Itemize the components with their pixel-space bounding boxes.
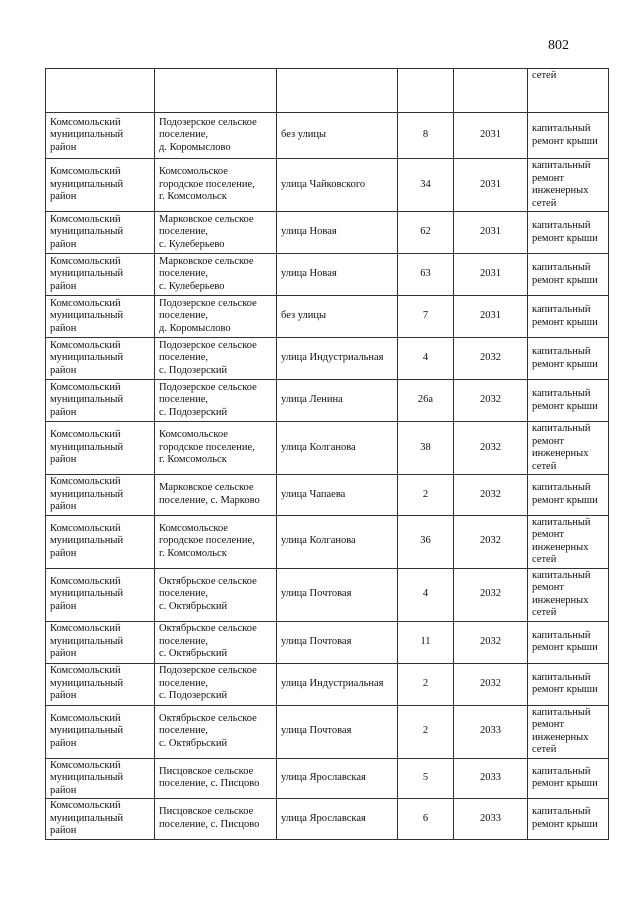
work-type-cell-line: капитальный: [532, 388, 591, 399]
district-cell-line: муниципальный: [50, 226, 124, 238]
house-number-cell: 26а: [398, 380, 454, 422]
work-type-cell-line: ремонт: [532, 719, 565, 730]
table-row: [46, 663, 609, 705]
settlement-cell: [155, 422, 277, 475]
work-type-cell-line: ремонт: [532, 172, 565, 184]
district-cell-line: муниципальный: [50, 394, 124, 406]
table-row: [46, 758, 609, 799]
district-cell-line: муниципальный: [50, 588, 124, 600]
year-cell: 2031: [454, 113, 528, 159]
district-cell-line: муниципальный: [50, 535, 124, 547]
settlement-cell-line: г. Комсомольск: [159, 547, 227, 559]
district-cell-line: район: [50, 737, 77, 749]
work-type-cell-line: ремонт крыши: [532, 358, 598, 370]
work-type-cell: [528, 758, 609, 799]
district-cell-line: район: [50, 547, 77, 559]
settlement-cell-line: Марковское сельское: [159, 482, 254, 494]
district-cell-line: Комсомольский: [50, 213, 121, 225]
house-number-cell: 38: [398, 422, 454, 475]
district-cell-line: Комсомольский: [50, 381, 121, 393]
settlement-cell-line: г. Комсомольск: [159, 454, 227, 466]
district-cell: [46, 705, 155, 758]
street-cell: улица Ярославская: [277, 799, 398, 840]
district-cell-line: муниципальный: [50, 772, 124, 783]
house-number-cell: 34: [398, 159, 454, 212]
settlement-cell-line: Подозерское сельское: [159, 297, 257, 309]
work-type-cell-line: инженерных: [532, 541, 589, 553]
street-cell: улица Новая: [277, 254, 398, 296]
table-row: [46, 159, 609, 212]
district-cell-line: район: [50, 600, 77, 612]
district-cell: [46, 568, 155, 621]
settlement-cell: [155, 475, 277, 516]
house-number-cell: 4: [398, 338, 454, 380]
district-cell: [46, 663, 155, 705]
settlement-cell: [155, 568, 277, 621]
district-cell-line: район: [50, 825, 77, 836]
year-cell: [454, 69, 528, 113]
settlement-cell-line: Марковское сельское: [159, 213, 254, 225]
street-cell: улица Ленина: [277, 380, 398, 422]
house-number-cell: 7: [398, 296, 454, 338]
work-type-cell-line: капитальный: [532, 482, 591, 494]
work-type-cell-line: инженерных: [532, 448, 589, 459]
settlement-cell-line: Подозерское сельское: [159, 116, 257, 128]
settlement-cell: [155, 159, 277, 212]
district-cell-line: район: [50, 406, 77, 418]
district-cell-line: муниципальный: [50, 812, 124, 824]
district-cell-line: муниципальный: [50, 129, 124, 141]
work-type-cell-line: капитальный: [532, 629, 591, 641]
district-cell-line: район: [50, 648, 77, 660]
year-cell: 2032: [454, 422, 528, 475]
settlement-cell-line: Комсомольское: [159, 522, 228, 534]
work-type-cell: [528, 159, 609, 212]
year-cell: 2031: [454, 212, 528, 254]
work-type-cell-line: ремонт крыши: [532, 684, 598, 695]
house-number-cell: 62: [398, 212, 454, 254]
district-cell-line: Комсомольский: [50, 575, 121, 587]
settlement-cell: [155, 254, 277, 296]
work-type-cell: [528, 663, 609, 705]
settlement-cell-line: городское поселение,: [159, 178, 255, 190]
work-type-cell-line: капитальный: [532, 569, 591, 581]
settlement-cell-line: поселение,: [159, 129, 209, 141]
table-row: [46, 113, 609, 159]
settlement-cell-line: Октябрьское сельское: [159, 623, 257, 635]
work-type-cell-line: инженерных: [532, 185, 589, 196]
settlement-cell-line: Писцовское сельское: [159, 806, 254, 818]
settlement-cell-line: д. Коромыслово: [159, 322, 231, 334]
settlement-cell-line: Комсомольское: [159, 429, 228, 441]
district-cell-line: Комсомольский: [50, 522, 121, 534]
table-row: [46, 515, 609, 568]
settlement-cell-line: с. Подозерский: [159, 690, 228, 702]
district-cell-line: Комсомольский: [50, 623, 121, 635]
district-cell: [46, 338, 155, 380]
house-number-cell: 11: [398, 621, 454, 663]
settlement-cell-line: поселение, с. Писцово: [159, 778, 260, 790]
street-cell: улица Ярославская: [277, 758, 398, 799]
table-row: [46, 254, 609, 296]
work-type-cell: [528, 254, 609, 296]
district-cell-line: Комсомольский: [50, 297, 121, 309]
work-type-cell-line: ремонт крыши: [532, 274, 598, 286]
year-cell: 2032: [454, 338, 528, 380]
street-cell: улица Индустриальная: [277, 338, 398, 380]
settlement-cell-line: Октябрьское сельское: [159, 575, 257, 587]
year-cell: 2032: [454, 380, 528, 422]
settlement-cell-line: поселение,: [159, 310, 209, 322]
work-type-cell-line: капитальный: [532, 262, 591, 273]
district-cell-line: район: [50, 364, 77, 376]
street-cell: [277, 69, 398, 113]
settlement-cell: [155, 663, 277, 705]
work-type-cell: [528, 296, 609, 338]
year-cell: 2031: [454, 254, 528, 296]
house-number-cell: 8: [398, 113, 454, 159]
settlement-cell: [155, 380, 277, 422]
work-type-cell-line: капитальный: [532, 123, 591, 134]
house-number-cell: 4: [398, 568, 454, 621]
district-cell-line: район: [50, 322, 77, 334]
work-type-cell-line: капитальный: [532, 304, 591, 315]
house-number-cell: 2: [398, 663, 454, 705]
house-number-cell: 2: [398, 705, 454, 758]
year-cell: 2032: [454, 568, 528, 621]
district-cell-line: Комсомольский: [50, 476, 121, 487]
work-type-cell-line: капитальный: [532, 220, 591, 231]
table-row: [46, 296, 609, 338]
settlement-cell-line: поселение,: [159, 677, 209, 689]
district-cell: [46, 621, 155, 663]
district-cell-line: Комсомольский: [50, 759, 121, 771]
district-cell-line: муниципальный: [50, 725, 124, 737]
settlement-cell-line: Октябрьское сельское: [159, 712, 257, 724]
work-type-cell: [528, 568, 609, 621]
year-cell: 2033: [454, 705, 528, 758]
work-type-cell-line: ремонт: [532, 435, 565, 447]
street-cell: улица Новая: [277, 212, 398, 254]
street-cell: улица Чапаева: [277, 475, 398, 516]
settlement-cell-line: поселение, с. Марково: [159, 494, 260, 506]
district-cell-line: Комсомольский: [50, 166, 121, 178]
work-type-cell-line: капитальный: [532, 160, 591, 171]
work-type-cell-line: ремонт крыши: [532, 232, 598, 244]
district-cell-line: район: [50, 141, 77, 153]
work-type-cell-line: сетей: [532, 197, 557, 209]
district-cell-line: район: [50, 690, 77, 702]
year-cell: 2032: [454, 621, 528, 663]
page-number: 802: [548, 38, 569, 53]
house-number-cell: [398, 69, 454, 113]
district-cell: [46, 113, 155, 159]
settlement-cell-line: с. Октябрьский: [159, 600, 228, 612]
district-cell-line: Комсомольский: [50, 339, 121, 351]
settlement-cell: [155, 621, 277, 663]
district-cell-line: район: [50, 191, 77, 203]
table-row: [46, 380, 609, 422]
district-cell-line: район: [50, 238, 77, 250]
settlement-cell-line: с. Подозерский: [159, 364, 228, 376]
work-type-cell-line: сетей: [532, 554, 557, 565]
settlement-cell: [155, 338, 277, 380]
district-cell: [46, 515, 155, 568]
district-cell: [46, 758, 155, 799]
work-type-cell-line: ремонт крыши: [532, 642, 598, 653]
work-type-cell: [528, 475, 609, 516]
work-type-cell-line: ремонт крыши: [532, 778, 598, 790]
settlement-cell: [155, 69, 277, 113]
work-type-cell-line: ремонт крыши: [532, 818, 598, 830]
table-row: [46, 621, 609, 663]
district-cell-line: Комсомольский: [50, 429, 121, 441]
settlement-cell-line: Комсомольское: [159, 166, 228, 178]
settlement-cell-line: Подозерское сельское: [159, 339, 257, 351]
settlement-cell: [155, 296, 277, 338]
work-type-cell-line: капитальный: [532, 516, 591, 528]
work-type-cell-line: ремонт крыши: [532, 316, 598, 328]
work-type-cell-line: капитальный: [532, 706, 591, 718]
district-cell-line: Комсомольский: [50, 255, 121, 267]
settlement-cell-line: поселение,: [159, 588, 209, 600]
house-number-cell: 6: [398, 799, 454, 840]
work-type-cell-line: капитальный: [532, 765, 591, 777]
settlement-cell-line: городское поселение,: [159, 535, 255, 547]
street-cell: улица Почтовая: [277, 621, 398, 663]
settlement-cell-line: городское поселение,: [159, 441, 255, 453]
work-type-cell: [528, 515, 609, 568]
district-cell: [46, 69, 155, 113]
work-type-cell-line: капитальный: [532, 806, 591, 818]
district-cell-line: Комсомольский: [50, 800, 121, 811]
settlement-cell-line: Писцовское сельское: [159, 765, 254, 777]
settlement-cell-line: поселение, с. Писцово: [159, 818, 260, 830]
table-body: [46, 69, 609, 840]
settlement-cell-line: поселение,: [159, 394, 209, 406]
district-cell-line: Комсомольский: [50, 116, 121, 128]
settlement-cell-line: поселение,: [159, 725, 209, 737]
settlement-cell-line: д. Коромыслово: [159, 141, 231, 153]
work-type-cell: [528, 621, 609, 663]
district-cell-line: район: [50, 784, 77, 796]
year-cell: 2033: [454, 799, 528, 840]
settlement-cell: [155, 705, 277, 758]
settlement-cell: [155, 758, 277, 799]
district-cell-line: муниципальный: [50, 441, 124, 453]
district-cell: [46, 422, 155, 475]
street-cell: улица Колганова: [277, 515, 398, 568]
table-row: [46, 338, 609, 380]
district-cell-line: район: [50, 280, 77, 292]
work-type-cell: [528, 113, 609, 159]
street-cell: улица Почтовая: [277, 568, 398, 621]
house-number-cell: 2: [398, 475, 454, 516]
table-row: [46, 212, 609, 254]
settlement-cell-line: Подозерское сельское: [159, 665, 257, 677]
district-cell-line: муниципальный: [50, 677, 124, 689]
district-cell: [46, 475, 155, 516]
settlement-cell: [155, 799, 277, 840]
work-type-cell-line: ремонт крыши: [532, 135, 598, 147]
housing-repair-table: [45, 68, 609, 840]
district-cell-line: Комсомольский: [50, 665, 121, 677]
settlement-cell: [155, 113, 277, 159]
year-cell: 2032: [454, 475, 528, 516]
district-cell: [46, 799, 155, 840]
table-row: [46, 69, 609, 113]
year-cell: 2032: [454, 663, 528, 705]
year-cell: 2032: [454, 515, 528, 568]
district-cell-line: муниципальный: [50, 178, 124, 190]
work-type-cell-line: сетей: [532, 607, 557, 618]
work-type-cell: [528, 212, 609, 254]
street-cell: улица Чайковского: [277, 159, 398, 212]
work-type-cell-line: капитальный: [532, 671, 591, 683]
house-number-cell: 36: [398, 515, 454, 568]
work-type-cell-line: сетей: [532, 744, 557, 755]
street-cell: без улицы: [277, 296, 398, 338]
work-type-cell: [528, 422, 609, 475]
settlement-cell-line: поселение,: [159, 226, 209, 238]
street-cell: улица Колганова: [277, 422, 398, 475]
district-cell-line: Комсомольский: [50, 712, 121, 724]
table-row: [46, 799, 609, 840]
district-cell-line: муниципальный: [50, 310, 124, 322]
settlement-cell: [155, 515, 277, 568]
work-type-cell: [528, 338, 609, 380]
work-type-cell-line: инженерных: [532, 731, 589, 743]
year-cell: 2033: [454, 758, 528, 799]
work-type-cell: [528, 69, 609, 113]
street-cell: без улицы: [277, 113, 398, 159]
district-cell-line: муниципальный: [50, 268, 124, 280]
table-row: [46, 705, 609, 758]
district-cell-line: муниципальный: [50, 488, 124, 500]
work-type-cell-line: сетей: [532, 460, 557, 472]
settlement-cell-line: с. Октябрьский: [159, 648, 228, 660]
work-type-cell-line: ремонт крыши: [532, 400, 598, 412]
work-type-cell-line: ремонт: [532, 529, 565, 540]
work-type-cell-line: капитальный: [532, 346, 591, 357]
table-row: [46, 475, 609, 516]
settlement-cell-line: Подозерское сельское: [159, 381, 257, 393]
work-type-cell-line: ремонт: [532, 582, 565, 593]
district-cell: [46, 296, 155, 338]
work-type-cell-line: инженерных: [532, 594, 589, 606]
district-cell: [46, 212, 155, 254]
year-cell: 2031: [454, 159, 528, 212]
settlement-cell: [155, 212, 277, 254]
house-number-cell: 5: [398, 758, 454, 799]
settlement-cell-line: поселение,: [159, 268, 209, 280]
work-type-cell-line: сетей: [532, 70, 557, 81]
district-cell-line: район: [50, 454, 77, 466]
district-cell-line: муниципальный: [50, 352, 124, 364]
street-cell: улица Почтовая: [277, 705, 398, 758]
year-cell: 2031: [454, 296, 528, 338]
settlement-cell-line: с. Октябрьский: [159, 737, 228, 749]
work-type-cell: [528, 380, 609, 422]
district-cell: [46, 380, 155, 422]
district-cell: [46, 254, 155, 296]
settlement-cell-line: поселение,: [159, 352, 209, 364]
settlement-cell-line: поселение,: [159, 635, 209, 647]
work-type-cell: [528, 705, 609, 758]
table-row: [46, 568, 609, 621]
work-type-cell: [528, 799, 609, 840]
settlement-cell-line: Марковское сельское: [159, 255, 254, 267]
district-cell-line: район: [50, 501, 77, 512]
work-type-cell-line: ремонт крыши: [532, 494, 598, 506]
street-cell: улица Индустриальная: [277, 663, 398, 705]
settlement-cell-line: с. Подозерский: [159, 406, 228, 418]
house-number-cell: 63: [398, 254, 454, 296]
district-cell-line: муниципальный: [50, 635, 124, 647]
settlement-cell-line: с. Кулеберьево: [159, 280, 225, 292]
settlement-cell-line: с. Кулеберьево: [159, 238, 225, 250]
table-row: [46, 422, 609, 475]
settlement-cell-line: г. Комсомольск: [159, 191, 227, 203]
district-cell: [46, 159, 155, 212]
work-type-cell-line: капитальный: [532, 423, 591, 434]
